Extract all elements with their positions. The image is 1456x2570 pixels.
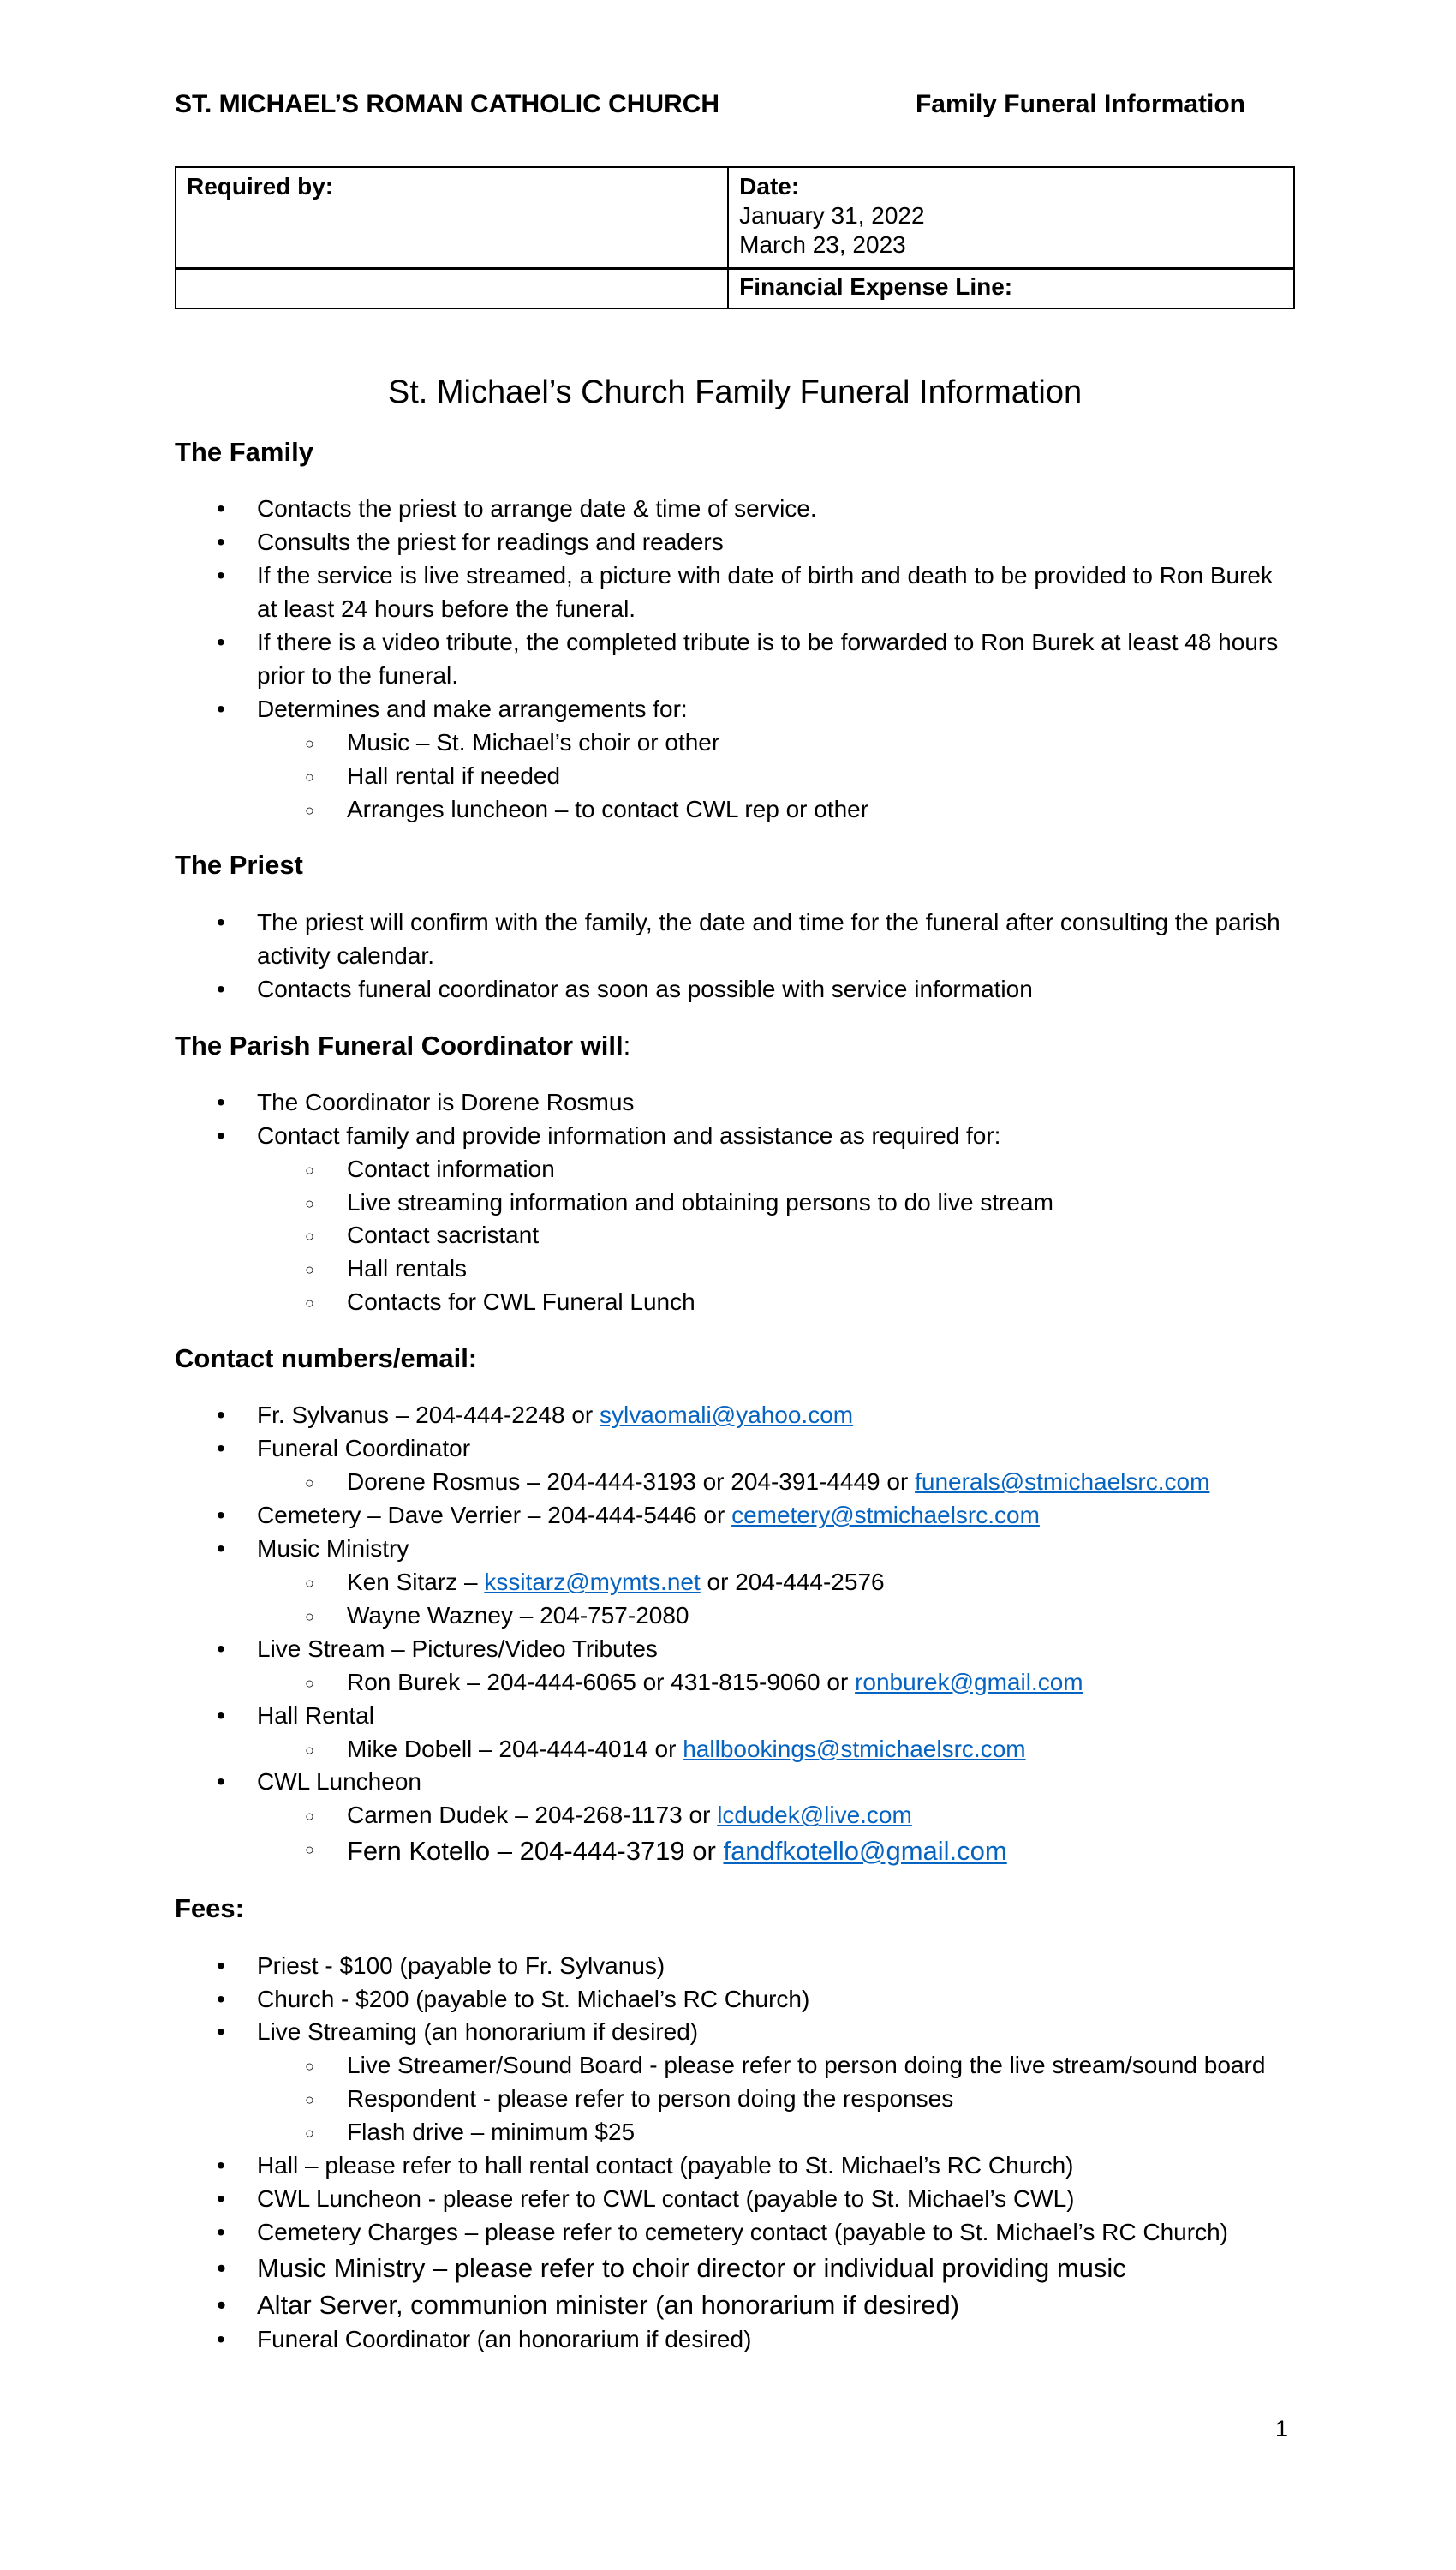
bullet-text: Flash drive – minimum $25 [347, 2119, 636, 2146]
bullet-text [347, 1736, 1026, 1762]
circle-bullet-icon: ○ [305, 2058, 314, 2076]
coordinator-sub-live-streaming [175, 1186, 1295, 1220]
bullet-text: Church - $200 (payable to St. Michael’s RC Church) [257, 1985, 810, 2012]
bullet-text: Consults the priest for readings and readers [257, 529, 724, 556]
bullet-text: Hall – please refer to hall rental contact (payable to St. Michael’s RC Church) [257, 2152, 1074, 2179]
contact-wayne-wazney [175, 1599, 1295, 1633]
bullet-text: Contacts for CWL Funeral Lunch [347, 1288, 695, 1316]
bullet-icon: • [217, 1535, 225, 1563]
text-segment: Carmen Dudek – 204-268-1173 or [347, 1802, 718, 1829]
contact-music-ministry [175, 1533, 1295, 1566]
bullet-text: Contacts funeral coordinator as soon as possible with service information [257, 975, 1033, 1002]
text-segment: Cemetery – Dave Verrier – 204-444-5446 or [257, 1502, 732, 1529]
date-line: March 23, 2023 [739, 231, 906, 259]
fee-cemetery-charges [175, 2216, 1295, 2250]
contact-live-stream [175, 1633, 1295, 1666]
fee-funeral-coordinator [175, 2323, 1295, 2357]
bullet-text: Hall Rental [257, 1701, 374, 1729]
bullet-text: If there is a video tribute, the completed tribute is to be forwarded to Ron Burek at least 48 hours prior to the funeral. [257, 629, 1279, 689]
bullet-icon: • [217, 2184, 225, 2212]
contact-ron-burek [175, 1666, 1295, 1700]
bullet-text: Music Ministry – please refer to choir director or individual providing music [257, 2252, 1126, 2283]
contact-dorene-rosmus [175, 1466, 1295, 1499]
contacts-list [175, 1399, 1295, 1869]
bullet-icon: • [217, 1435, 225, 1462]
bullet-icon: • [217, 2218, 225, 2245]
family-bullet-contact-priest [175, 493, 1295, 526]
bullet-text: CWL Luncheon - please refer to CWL contact (payable to St. Michael’s CWL) [257, 2184, 1075, 2212]
header-church-name: ST. MICHAEL’S ROMAN CATHOLIC CHURCH [175, 90, 720, 118]
fee-sub-flash-drive [175, 2116, 1295, 2149]
financial-expense-label: Financial Expense Line: [739, 273, 1013, 301]
bullet-text [257, 1402, 853, 1428]
financial-expense-cell [728, 269, 1294, 308]
contact-funeral-coordinator [175, 1432, 1295, 1466]
text-segment: Ken Sitarz – [347, 1568, 485, 1595]
bullet-icon: • [217, 1121, 225, 1149]
bullet-text [347, 1669, 1083, 1695]
email-link-lcdudek[interactable]: lcdudek@live.com [717, 1802, 912, 1829]
text-segment: Fern Kotello – 204-444-3719 or [347, 1836, 724, 1867]
text-segment: Fr. Sylvanus – 204-444-2248 or [257, 1402, 600, 1429]
bullet-text: CWL Luncheon [257, 1768, 421, 1796]
bullet-text: Live Streaming (an honorarium if desired) [257, 2018, 699, 2046]
text-segment: Ron Burek – 204-444-6065 or 431-815-9060 or [347, 1668, 856, 1695]
circle-bullet-icon: ○ [305, 1261, 314, 1279]
bullet-icon: • [217, 975, 225, 1002]
coordinator-bullet-dorene [175, 1086, 1295, 1120]
bullet-icon: • [217, 2325, 225, 2352]
bullet-icon: • [217, 1088, 225, 1115]
bullet-icon: • [217, 1402, 225, 1429]
bullet-text [347, 1468, 1209, 1495]
contact-fern-kotello [175, 1832, 1295, 1869]
info-table [175, 166, 1295, 309]
heading-text: The Parish Funeral Coordinator will [175, 1030, 624, 1061]
bullet-text: Contacts the priest to arrange date & time of service. [257, 495, 817, 523]
circle-bullet-icon: ○ [305, 768, 314, 786]
bullet-text: Wayne Wazney – 204-757-2080 [347, 1601, 689, 1629]
family-bullet-consult-priest [175, 526, 1295, 559]
bullet-text: Altar Server, communion minister (an honorarium if desired) [257, 2289, 960, 2320]
bullet-icon: • [217, 495, 225, 523]
bullet-text: Determines and make arrangements for: [257, 695, 688, 722]
circle-bullet-icon: ○ [305, 1194, 314, 1212]
circle-bullet-icon: ○ [305, 1841, 314, 1859]
coordinator-list [175, 1086, 1295, 1319]
bullet-text: Music Ministry [257, 1535, 409, 1563]
bullet-text: The Coordinator is Dorene Rosmus [257, 1088, 635, 1115]
circle-bullet-icon: ○ [305, 1808, 314, 1826]
circle-bullet-icon: ○ [305, 801, 314, 819]
contact-carmen-dudek [175, 1799, 1295, 1832]
document-header [175, 89, 1295, 120]
fee-music-ministry [175, 2250, 1295, 2286]
bullet-text: The priest will confirm with the family, the date and time for the funeral after consulting the parish activity calendar. [257, 908, 1280, 969]
family-sub-bullet-luncheon [175, 793, 1295, 827]
fee-hall [175, 2149, 1295, 2183]
fee-cwl-luncheon [175, 2183, 1295, 2216]
section-heading-fees: Fees: [175, 1893, 244, 1924]
family-bullet-arrangements [175, 693, 1295, 726]
bullet-icon: • [217, 2252, 226, 2283]
coordinator-sub-cwl-lunch [175, 1286, 1295, 1319]
family-list [175, 493, 1295, 826]
bullet-text: Live Streamer/Sound Board - please refer to person doing the live stream/sound board [347, 2052, 1266, 2079]
contact-mike-dobell [175, 1733, 1295, 1766]
coordinator-sub-hall-rentals [175, 1252, 1295, 1286]
empty-cell [176, 269, 728, 308]
email-link-sylvaomali[interactable]: sylvaomali@yahoo.com [600, 1402, 854, 1429]
bullet-icon: • [217, 695, 225, 722]
circle-bullet-icon: ○ [305, 1674, 314, 1692]
contact-cemetery [175, 1499, 1295, 1533]
fee-priest [175, 1950, 1295, 1983]
bullet-text: If the service is live streamed, a picture with date of birth and death to be provided to Ron Burek at least 24 hours before the funeral. [257, 562, 1273, 623]
header-doc-type: Family Funeral Information [915, 90, 1245, 118]
bullet-text: Live Stream – Pictures/Video Tributes [257, 1635, 658, 1662]
text-segment: or 204-444-2576 [700, 1568, 885, 1595]
section-heading-coordinator [175, 1029, 1295, 1063]
bullet-icon: • [217, 2289, 226, 2320]
contact-cwl-luncheon [175, 1766, 1295, 1799]
circle-bullet-icon: ○ [305, 1574, 314, 1592]
priest-bullet-contacts-coordinator [175, 973, 1295, 1007]
bullet-icon: • [217, 2018, 225, 2046]
bullet-text [347, 1802, 912, 1828]
bullet-text: Hall rental if needed [347, 762, 561, 789]
bullet-icon: • [217, 908, 225, 935]
section-heading-contacts: Contact numbers/email: [175, 1343, 478, 1374]
bullet-text: Arranges luncheon – to contact CWL rep or other [347, 795, 869, 822]
contact-hall-rental [175, 1700, 1295, 1733]
bullet-text: Hall rentals [347, 1255, 468, 1282]
circle-bullet-icon: ○ [305, 2125, 314, 2143]
date-label: Date: [739, 173, 800, 200]
bullet-text: Priest - $100 (payable to Fr. Sylvanus) [257, 1951, 665, 1979]
family-sub-bullet-hall-rental [175, 760, 1295, 793]
fee-altar-server [175, 2286, 1295, 2323]
email-link-funerals[interactable]: funerals@stmichaelsrc.com [915, 1468, 1210, 1496]
table-row [176, 269, 1294, 308]
family-bullet-video-tribute [175, 626, 1295, 693]
circle-bullet-icon: ○ [305, 1228, 314, 1246]
email-link-cemetery[interactable]: cemetery@stmichaelsrc.com [731, 1502, 1040, 1529]
page-number: 1 [1274, 2416, 1288, 2442]
contact-ken-sitarz [175, 1566, 1295, 1599]
coordinator-sub-sacristant [175, 1219, 1295, 1252]
fees-list [175, 1950, 1295, 2357]
required-by-label: Required by: [187, 173, 334, 200]
bullet-text [347, 1569, 885, 1595]
date-cell [728, 167, 1294, 269]
contact-fr-sylvanus [175, 1399, 1295, 1432]
bullet-icon: • [217, 1502, 225, 1529]
family-sub-bullet-music [175, 726, 1295, 760]
text-segment: Mike Dobell – 204-444-4014 or [347, 1735, 683, 1762]
circle-bullet-icon: ○ [305, 734, 314, 752]
fee-sub-live-streamer [175, 2049, 1295, 2083]
table-row [176, 167, 1294, 269]
email-link-ronburek[interactable]: ronburek@gmail.com [855, 1668, 1083, 1695]
bullet-icon: • [217, 1635, 225, 1662]
date-line: January 31, 2022 [739, 202, 925, 230]
coordinator-bullet-contact-family [175, 1120, 1295, 1153]
section-heading-priest: The Priest [175, 850, 303, 881]
circle-bullet-icon: ○ [305, 2091, 314, 2109]
section-heading-family: The Family [175, 437, 313, 468]
email-link-hallbookings[interactable]: hallbookings@stmichaelsrc.com [683, 1735, 1026, 1762]
required-by-cell [176, 167, 728, 269]
circle-bullet-icon: ○ [305, 1741, 314, 1759]
bullet-icon: • [217, 1985, 225, 2012]
coordinator-sub-contact-info [175, 1153, 1295, 1186]
bullet-icon: • [217, 629, 225, 656]
text-segment: Dorene Rosmus – 204-444-3193 or 204-391-4449 or [347, 1468, 916, 1496]
bullet-text: Contact information [347, 1155, 555, 1182]
family-bullet-live-stream-picture [175, 559, 1295, 626]
document-title: St. Michael’s Church Family Funeral Information [387, 374, 1083, 410]
bullet-text: Funeral Coordinator [257, 1435, 471, 1462]
bullet-icon: • [217, 2152, 225, 2179]
priest-bullet-confirm [175, 906, 1295, 973]
email-link-fandfkotello[interactable]: fandfkotello@gmail.com [723, 1836, 1007, 1867]
bullet-icon: • [217, 1701, 225, 1729]
fee-live-streaming [175, 2016, 1295, 2049]
email-link-kssitarz[interactable]: kssitarz@mymts.net [484, 1568, 701, 1595]
bullet-text: Contact sacristant [347, 1222, 540, 1249]
bullet-text [347, 1836, 1007, 1866]
bullet-text: Live streaming information and obtaining persons to do live stream [347, 1188, 1053, 1216]
bullet-text: Music – St. Michael’s choir or other [347, 728, 720, 756]
bullet-icon: • [217, 1951, 225, 1979]
bullet-icon: • [217, 562, 225, 589]
circle-bullet-icon: ○ [305, 1294, 314, 1312]
priest-list [175, 906, 1295, 1007]
heading-colon: : [623, 1030, 631, 1061]
bullet-text: Contact family and provide information and assistance as required for: [257, 1121, 1001, 1149]
bullet-icon: • [217, 1768, 225, 1796]
bullet-text: Respondent - please refer to person doing the responses [347, 2085, 954, 2113]
bullet-text [257, 1502, 1040, 1528]
circle-bullet-icon: ○ [305, 1474, 314, 1492]
circle-bullet-icon: ○ [305, 1607, 314, 1625]
fee-sub-respondent [175, 2083, 1295, 2116]
bullet-text: Funeral Coordinator (an honorarium if desired) [257, 2325, 752, 2352]
bullet-text: Cemetery Charges – please refer to cemetery contact (payable to St. Michael’s RC Church) [257, 2218, 1228, 2245]
circle-bullet-icon: ○ [305, 1161, 314, 1179]
bullet-icon: • [217, 529, 225, 556]
fee-church [175, 1983, 1295, 2017]
